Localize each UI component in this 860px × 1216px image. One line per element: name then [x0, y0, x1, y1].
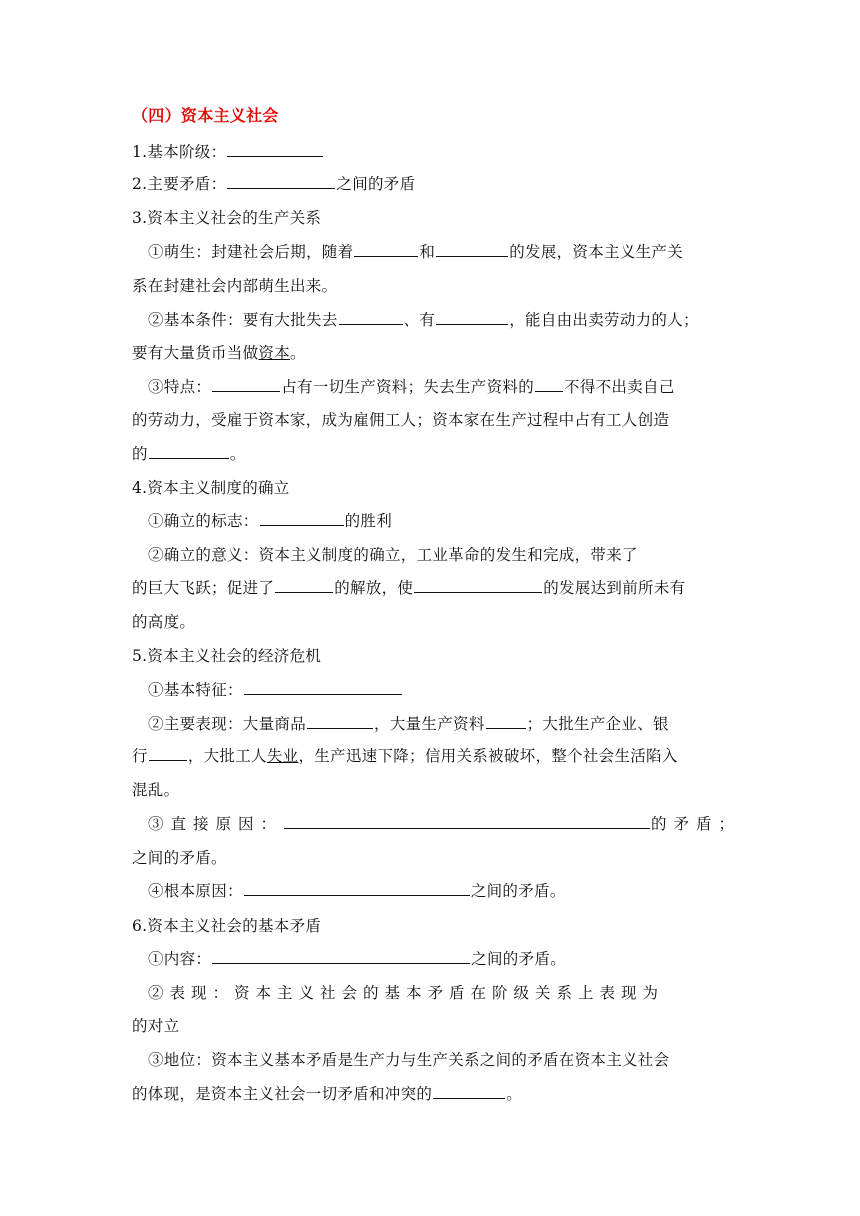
answer-blank[interactable]	[149, 746, 187, 761]
item-5-2-cont2: 混乱。	[132, 781, 180, 799]
item-5-3-cont: 之间的矛盾。	[132, 849, 227, 867]
item-4-1: ①确立的标志： 的胜利	[148, 512, 393, 530]
answer-blank[interactable]	[307, 714, 373, 729]
item-3-1-cont: 系在封建社会内部萌生出来。	[132, 277, 338, 295]
heading-6: 6.资本主义社会的基本矛盾	[132, 917, 322, 935]
item-5-3: ③直接原因： 的矛盾；	[148, 815, 742, 833]
heading-4: 4.资本主义制度的确立	[132, 479, 290, 497]
answer-blank[interactable]	[227, 174, 335, 189]
heading-5: 5.资本主义社会的经济危机	[132, 647, 322, 665]
item-5-2: ②主要表现：大量商品 ，大量生产资料 ；大批生产企业、银	[148, 715, 669, 733]
item-5-2-cont: 行 ，大批工人失业，生产迅速下降；信用关系被破坏，整个社会生活陷入	[132, 747, 678, 765]
item-3-1: ①萌生：封建社会后期，随着 和 的发展，资本主义生产关	[148, 243, 684, 261]
item-5-1: ①基本特征：	[148, 680, 748, 700]
answer-blank[interactable]	[227, 142, 323, 157]
answer-blank[interactable]	[284, 814, 650, 829]
answer-blank[interactable]	[212, 377, 280, 392]
item-5-4: ④根本原因： 之间的矛盾。	[148, 882, 566, 900]
answer-blank[interactable]	[433, 1084, 505, 1099]
item-3-2: ②基本条件：要有大批失去 、有 ，能自由出卖劳动力的人；	[148, 311, 699, 329]
answer-blank[interactable]	[149, 444, 229, 459]
heading-3: 3.资本主义社会的生产关系	[132, 209, 322, 227]
item-2-main-contradiction: 2.主要矛盾： 之间的矛盾	[132, 175, 416, 193]
answer-blank[interactable]	[244, 680, 402, 695]
answer-blank[interactable]	[275, 578, 333, 593]
answer-blank[interactable]	[486, 714, 526, 729]
item-3-3: ③特点： 占有一切生产资料；失去生产资料的 不得不出卖自己	[148, 378, 675, 396]
answer-blank[interactable]	[244, 881, 470, 896]
item-6-2: ②表现：资本主义社会的基本矛盾在阶级关系上表现为	[148, 984, 665, 1002]
item-3-3-cont2: 的 。	[132, 445, 246, 463]
answer-blank[interactable]	[535, 377, 563, 392]
item-4-2: ②确立的意义：资本主义制度的确立，工业革命的发生和完成，带来了	[148, 546, 638, 564]
answer-blank[interactable]	[339, 310, 403, 325]
answer-blank[interactable]	[436, 242, 508, 257]
item-6-1: ①内容： 之间的矛盾。	[148, 950, 567, 968]
item-4-2-cont: 的巨大飞跃；促进了 的解放，使 的发展达到前所未有	[132, 579, 686, 597]
item-6-3: ③地位：资本主义基本矛盾是生产力与生产关系之间的矛盾在资本主义社会	[148, 1051, 670, 1069]
item-3-2-cont: 要有大量货币当做资本。	[132, 344, 306, 362]
item-3-3-cont: 的劳动力，受雇于资本家，成为雇佣工人；资本家在生产过程中占有工人创造	[132, 411, 670, 429]
answer-blank[interactable]	[212, 949, 470, 964]
item-6-2-cont: 的对立	[132, 1017, 180, 1035]
answer-blank[interactable]	[354, 242, 418, 257]
answer-blank[interactable]	[414, 578, 542, 593]
item-4-2-cont2: 的高度。	[132, 613, 196, 631]
answer-blank[interactable]	[436, 310, 508, 325]
item-1-basic-classes: 1.基本阶级：	[132, 142, 732, 162]
item-6-3-cont: 的体现，是资本主义社会一切矛盾和冲突的 。	[132, 1085, 523, 1103]
section-title: （四）资本主义社会	[132, 106, 279, 125]
answer-blank[interactable]	[260, 511, 344, 526]
